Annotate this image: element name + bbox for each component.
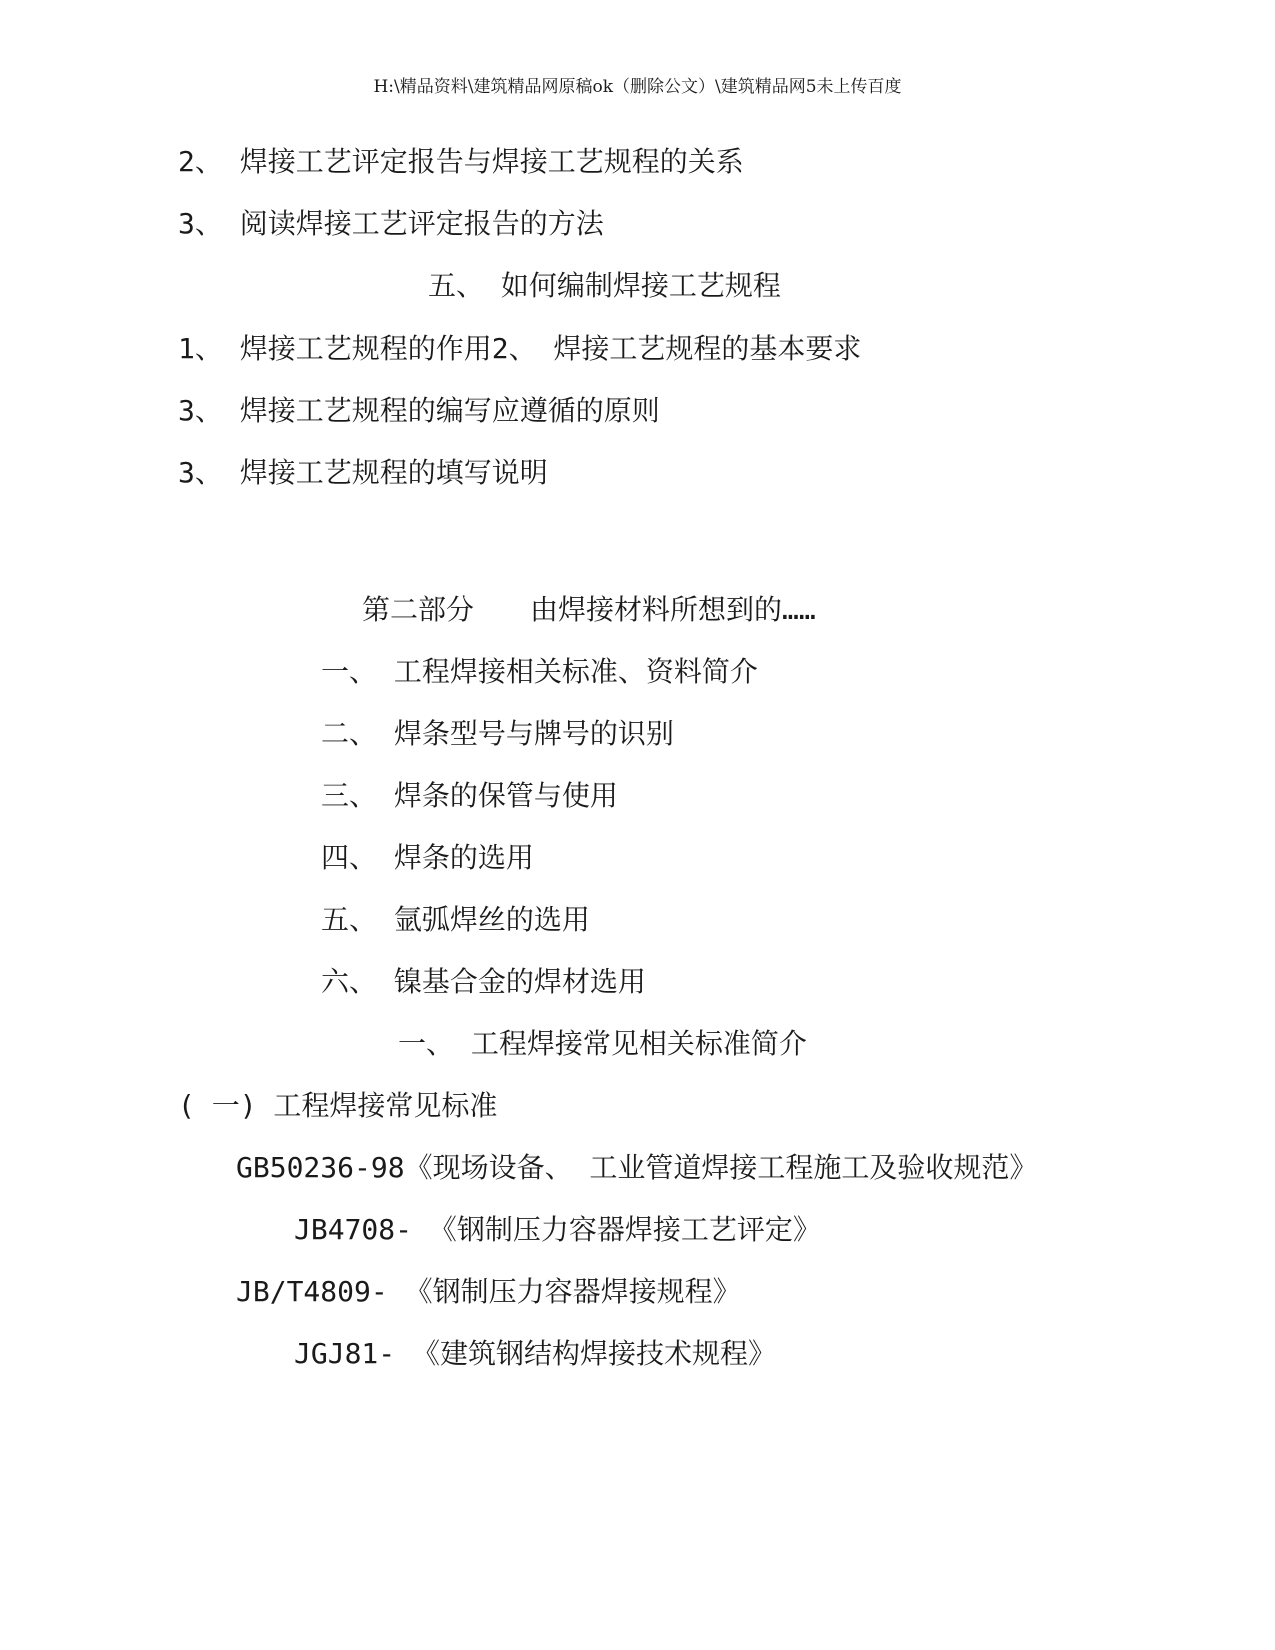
- standard-gb50236: GB50236-98《现场设备、 工业管道焊接工程施工及验收规范》: [236, 1151, 1038, 1184]
- toc-item-six: 六、 镍基合金的焊材选用: [321, 965, 646, 998]
- item-3-reading-method: 3、 阅读焊接工艺评定报告的方法: [178, 207, 604, 240]
- part-two-heading: 第二部分 由焊接材料所想到的……: [362, 593, 816, 626]
- standard-jgj81: JGJ81- 《建筑钢结构焊接技术规程》: [294, 1337, 777, 1370]
- toc-item-two: 二、 焊条型号与牌号的识别: [321, 717, 674, 750]
- toc-item-three: 三、 焊条的保管与使用: [321, 779, 618, 812]
- toc-item-five: 五、 氩弧焊丝的选用: [321, 903, 590, 936]
- toc-item-one: 一、 工程焊接相关标准、资料简介: [321, 655, 758, 688]
- subsection-heading-standards: ( 一) 工程焊接常见标准: [178, 1089, 498, 1122]
- toc-item-four: 四、 焊条的选用: [321, 841, 534, 874]
- item-3-principles: 3、 焊接工艺规程的编写应遵循的原则: [178, 394, 660, 427]
- file-path-header: H:\精品资料\建筑精品网原稿ok（删除公文）\建筑精品网5未上传百度: [373, 77, 902, 97]
- standard-jbt4809: JB/T4809- 《钢制压力容器焊接规程》: [236, 1275, 741, 1308]
- item-2-relationship: 2、 焊接工艺评定报告与焊接工艺规程的关系: [178, 145, 744, 178]
- standard-jb4708: JB4708- 《钢制压力容器焊接工艺评定》: [294, 1213, 821, 1246]
- section-heading-five: 五、 如何编制焊接工艺规程: [428, 269, 781, 302]
- item-3-filling-instructions: 3、 焊接工艺规程的填写说明: [178, 456, 548, 489]
- item-1-2-purpose-requirements: 1、 焊接工艺规程的作用2、 焊接工艺规程的基本要求: [178, 332, 862, 365]
- section-heading-standards: 一、 工程焊接常见相关标准简介: [398, 1027, 807, 1060]
